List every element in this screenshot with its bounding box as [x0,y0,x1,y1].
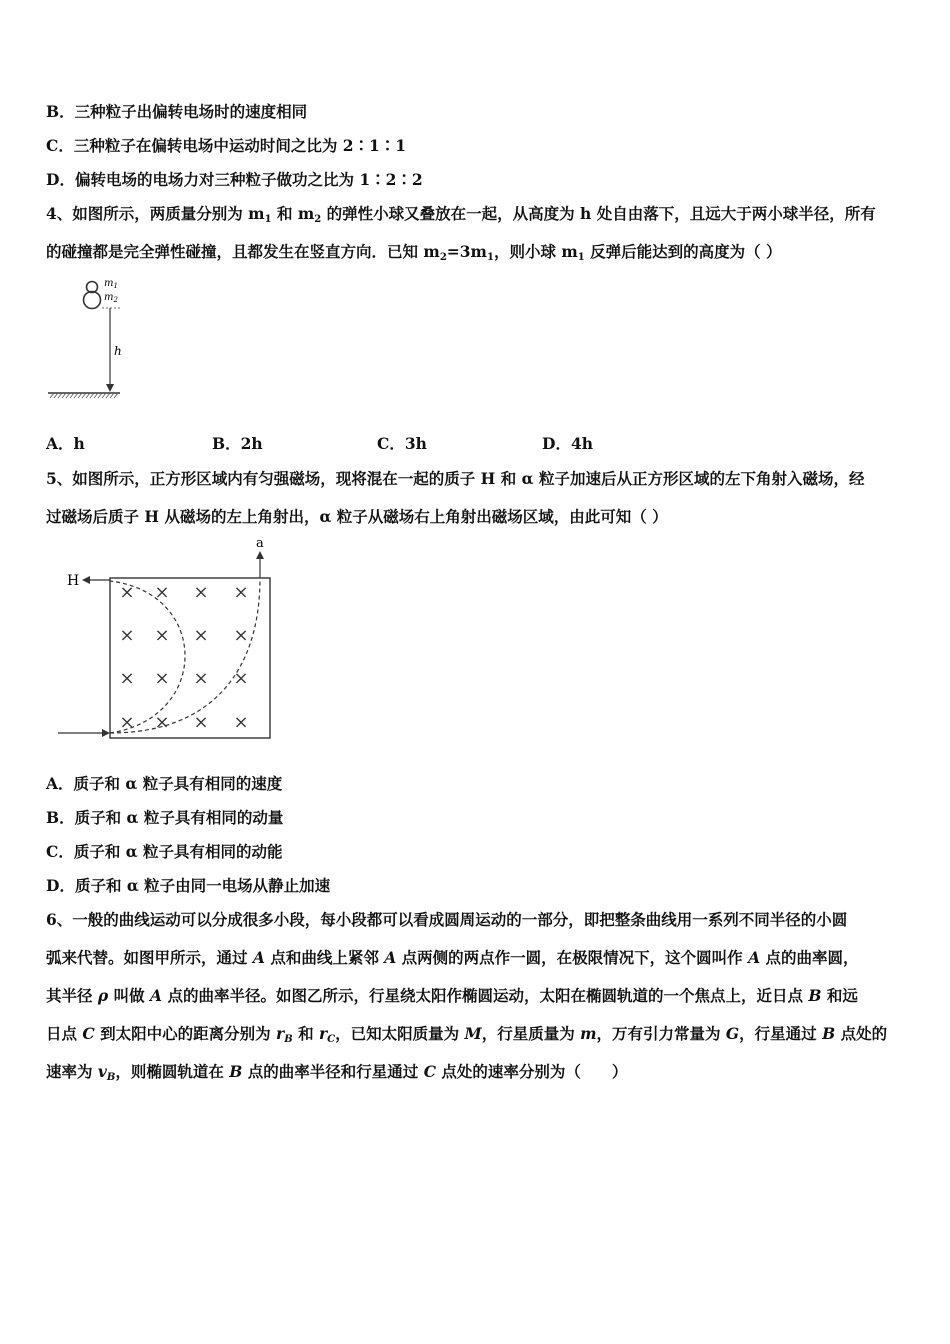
q4-option-d: D．4h [542,434,593,453]
svg-text:×: × [154,625,170,646]
q6-stem: 6、一般的曲线运动可以分成很多小段，每小段都可以看成圆周运动的一部分，即把整条曲线用一系列不同半径的小圆 弧来代替。如图甲所示，通过 A 点和曲线上紧邻 A 点两侧的两点作一圆，在极限情况下，这个圆叫作 A 点的曲率圆， 其半径 ρ 叫做 A 点的曲率半径。如图乙所示，行星绕太阳作椭圆运动，太阳在椭圆轨道的一个焦点上，近日点 B 和远 日点 C 到太阳中心的距离分别为 $r_B$ 和 $r_C$，已知太阳质量为 M，行星质量为 m，万有引力常量为 G，行星通过 B 点处的 速率为 $v_B$，则椭圆轨道在 B 点的曲率半径和行星通过 C 点处的速率分别为（ ） [46,910,888,1083]
q4-option-c: C．3h [377,434,427,453]
q3-option-b: B．三种粒子出偏转电场时的速度相同 [46,102,308,121]
q4-stem: 4、如图所示，两质量分别为 $m_1$ 和 $m_2$ 的弹性小球又叠放在一起，从高度为 h 处自由落下，且远大于两小球半径，所有 的碰撞都是完全弹性碰撞，且都发生在竖直方向．已知 $m_2=3m_1$，则小球 $m_1$ 反弹后能达到的高度为（ ） [46,204,876,263]
q3-option-c: C．三种粒子在偏转电场中运动时间之比为 2∶1∶1 [46,136,407,155]
label-a: a [256,536,264,551]
q3-option-d: D．偏转电场的电场力对三种粒子做功之比为 1∶2∶2 [46,170,423,189]
q5-stem: 5、如图所示，正方形区域内有匀强磁场，现将混在一起的质子 H 和 α 粒子加速后从正方形区域的左下角射入磁场，经 过磁场后质子 H 从磁场的左上角射出，α 粒子从磁场右上角射出磁场区域，由此可知（ ） [46,469,865,526]
field-crosses [119,582,248,733]
svg-text:×: × [154,668,170,689]
svg-text:×: × [119,712,135,733]
svg-text:×: × [233,582,249,603]
q5-option-b: B．质子和 α 粒子具有相同的动量 [46,808,284,827]
label-m1: $m_1$ [104,278,118,290]
q5-option-d: D．质子和 α 粒子由同一电场从静止加速 [46,876,331,895]
label-h: h [114,344,122,358]
svg-text:×: × [233,668,249,689]
svg-text:×: × [193,712,209,733]
svg-text:×: × [119,582,135,603]
svg-text:×: × [119,625,135,646]
svg-text:×: × [193,582,209,603]
ball-m2 [84,292,101,309]
q4-option-a: A．h [46,434,85,453]
q5-magnetic-field-figure [50,533,280,748]
label-m2: $m_2$ [104,292,118,304]
svg-text:×: × [233,712,249,733]
svg-text:×: × [119,668,135,689]
label-H: H [67,573,80,589]
svg-text:×: × [154,582,170,603]
svg-text:×: × [154,712,170,733]
q5-option-a: A．质子和 α 粒子具有相同的速度 [46,774,283,793]
svg-text:×: × [233,625,249,646]
q5-option-c: C．质子和 α 粒子具有相同的动能 [46,842,283,861]
q4-falling-balls-figure [40,272,140,404]
svg-text:×: × [193,668,209,689]
proton-path [110,581,185,733]
svg-text:×: × [193,625,209,646]
q4-option-b: B．2h [212,434,263,453]
